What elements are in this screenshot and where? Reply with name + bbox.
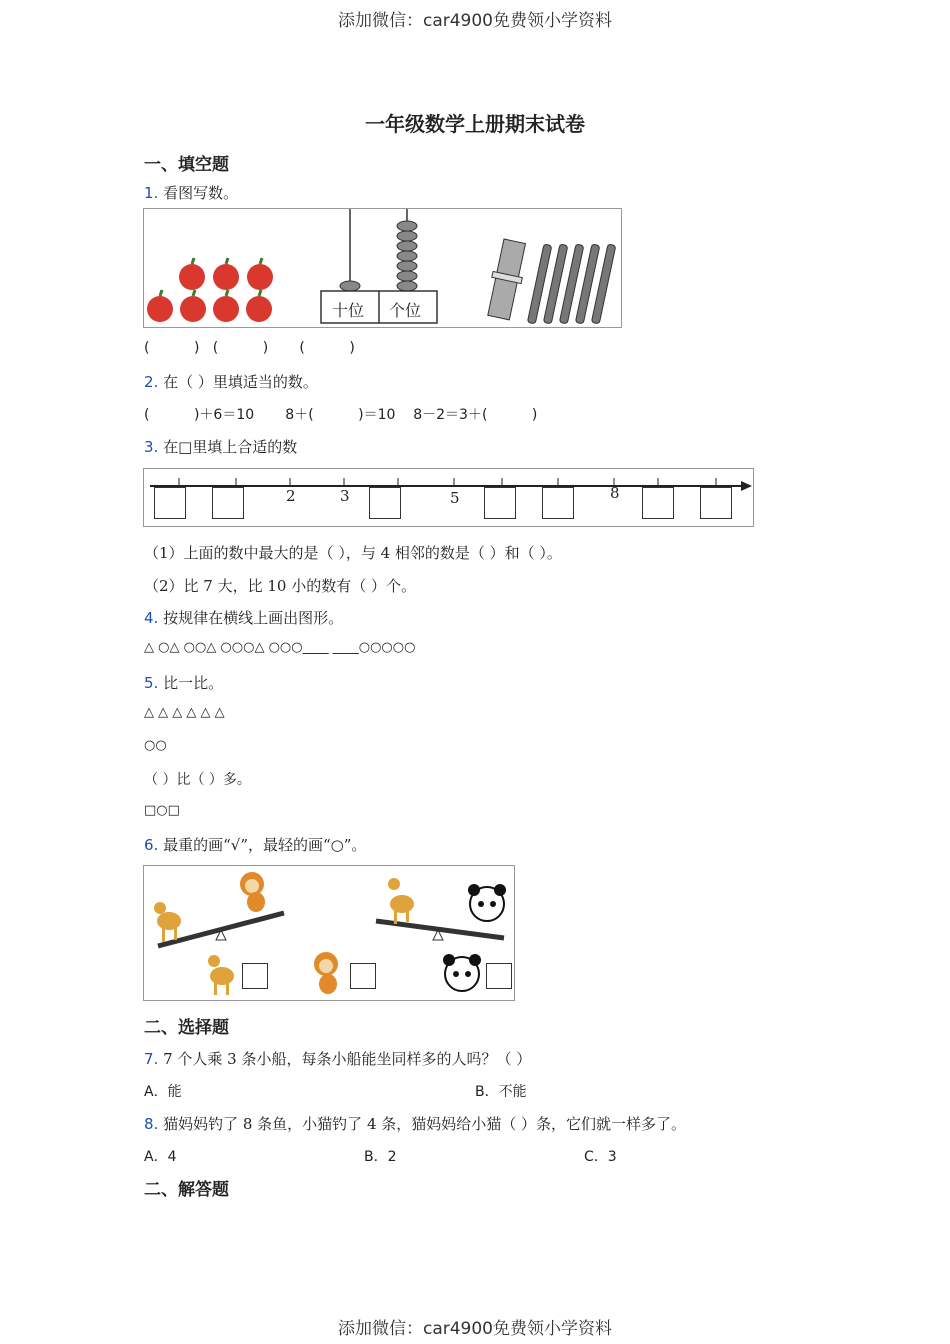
section-fill-in: 一、填空题 — [144, 155, 229, 175]
q8-option-c[interactable]: C．3 — [584, 1149, 617, 1165]
deer-icon — [208, 955, 234, 995]
section-answer: 二、解答题 — [144, 1180, 229, 1200]
number-line-figure — [143, 468, 754, 527]
tick-label: 3 — [340, 487, 350, 505]
tick-label: 5 — [450, 489, 460, 507]
question-number: 1. — [144, 184, 159, 202]
monkey-icon — [240, 872, 265, 912]
question-text: 7 个人乘 3 条小船，每条小船能坐同样多的人吗？（ ） — [163, 1050, 532, 1068]
tick-label: 2 — [286, 487, 296, 505]
question-text: 比一比。 — [163, 674, 224, 692]
question-text: 最重的画“√”，最轻的画“○”。 — [163, 836, 367, 854]
q5-circles: ○○ — [144, 738, 167, 753]
q5-triangles: △ △ △ △ △ △ — [144, 705, 225, 720]
question-number: 8. — [144, 1115, 159, 1133]
tick-label: 8 — [610, 484, 620, 502]
question-number: 5. — [144, 674, 159, 692]
apples-icon — [147, 258, 273, 322]
page-title: 一年级数学上册期末试卷 — [365, 112, 585, 136]
deer-icon — [154, 902, 181, 942]
q6-figure — [143, 865, 515, 1001]
q3-sub2: （2）比 7 大，比 10 小的数有（ ）个。 — [144, 577, 417, 595]
q7-option-b[interactable]: B．不能 — [475, 1084, 527, 1100]
answer-box[interactable] — [242, 963, 268, 989]
answer-box[interactable] — [212, 487, 244, 519]
question-number: 6. — [144, 836, 159, 854]
answer-box[interactable] — [642, 487, 674, 519]
q5-compare-blank[interactable]: （ ）比（ ）多。 — [144, 772, 251, 788]
question-7 — [144, 1048, 531, 1069]
answer-box[interactable] — [542, 487, 574, 519]
sticks-icon — [484, 238, 616, 324]
question-text: 在（ ）里填适当的数。 — [163, 373, 318, 391]
question-8 — [144, 1113, 686, 1134]
answer-box[interactable] — [486, 963, 512, 989]
question-2 — [144, 371, 318, 392]
q8-option-b[interactable]: B．2 — [364, 1149, 397, 1165]
question-text: 在□里填上合适的数 — [163, 438, 298, 456]
question-number: 2. — [144, 373, 159, 391]
q4-pattern: △ ○△ ○○△ ○○○△ ○○○____ ____○○○○○ — [144, 640, 416, 655]
q8-option-a[interactable]: A．4 — [144, 1149, 177, 1165]
monkey-icon — [314, 952, 338, 994]
q5-shapes: □○□ — [144, 803, 180, 818]
answer-box[interactable] — [154, 487, 186, 519]
question-5 — [144, 672, 223, 693]
question-number: 7. — [144, 1050, 159, 1068]
q2-equations[interactable]: ( )＋6＝10 8＋( )＝10 8－2＝3＋( ) — [144, 407, 538, 423]
question-1 — [144, 182, 238, 203]
answer-box[interactable] — [700, 487, 732, 519]
question-text: 看图写数。 — [163, 184, 239, 202]
seesaw-illustration — [144, 866, 514, 1000]
q1-figure — [143, 208, 622, 328]
section-choice: 二、选择题 — [144, 1018, 229, 1038]
question-text: 按规律在横线上画出图形。 — [163, 609, 344, 627]
deer-icon — [388, 878, 414, 924]
question-number: 4. — [144, 609, 159, 627]
q1-answer-blanks[interactable]: ( ) ( ) ( ) — [144, 340, 355, 356]
watermark-top: 添加微信：car4900免费领小学资料 — [337, 11, 613, 31]
answer-box[interactable] — [369, 487, 401, 519]
question-4 — [144, 607, 343, 628]
seesaw-icon — [158, 913, 504, 946]
panda-icon — [443, 954, 481, 991]
question-text: 猫妈妈钓了 8 条鱼，小猫钓了 4 条，猫妈妈给小猫（ ）条，它们就一样多了。 — [163, 1115, 687, 1133]
question-6 — [144, 834, 366, 855]
q1-illustration — [144, 209, 621, 327]
answer-box[interactable] — [484, 487, 516, 519]
q7-option-a[interactable]: A．能 — [144, 1084, 182, 1100]
abacus-tens-label: 十位 — [332, 301, 365, 320]
question-number: 3. — [144, 438, 159, 456]
panda-icon — [468, 884, 506, 921]
abacus-ones-label: 个位 — [389, 301, 422, 320]
question-3 — [144, 436, 297, 457]
watermark-bottom: 添加微信：car4900免费领小学资料 — [337, 1319, 613, 1339]
answer-box[interactable] — [350, 963, 376, 989]
q3-sub1: （1）上面的数中最大的是（ ），与 4 相邻的数是（ ）和（ ）。 — [144, 544, 562, 562]
